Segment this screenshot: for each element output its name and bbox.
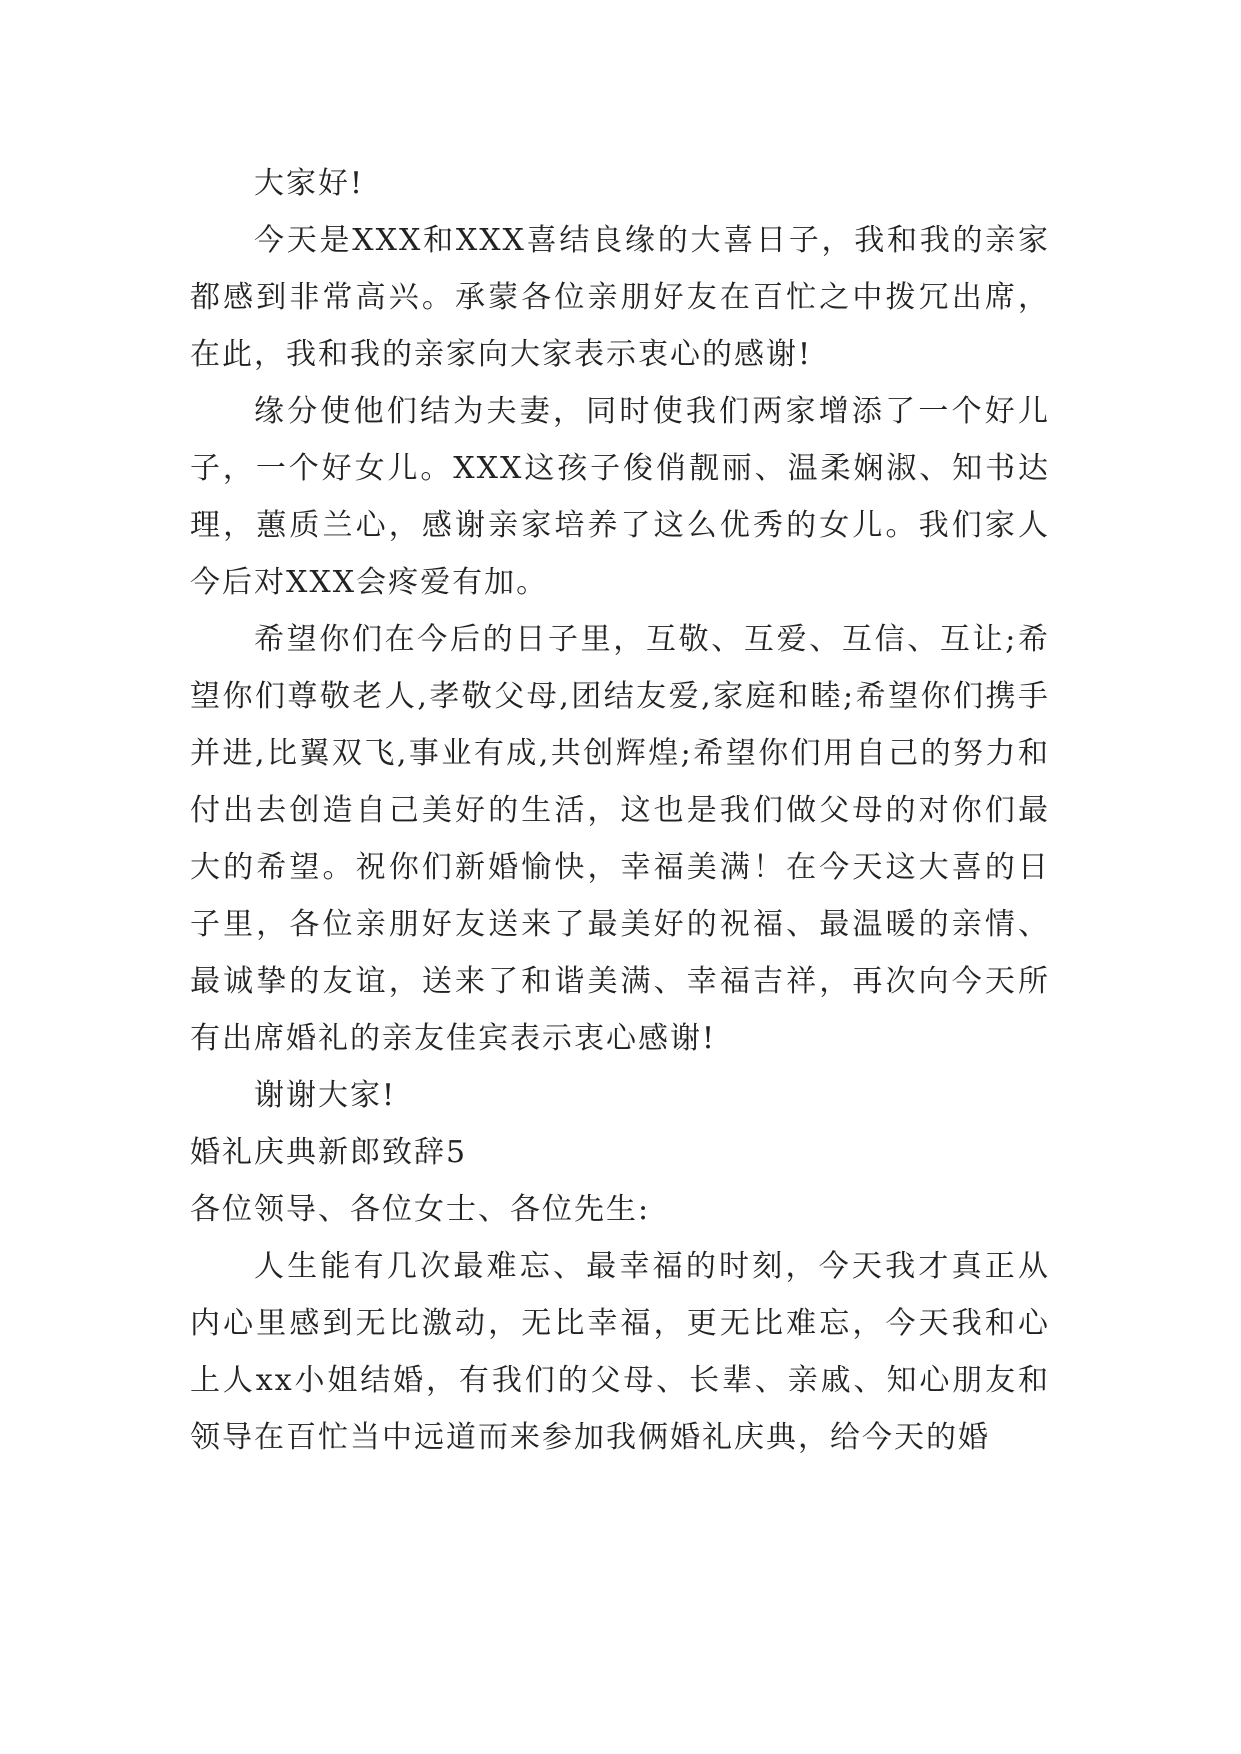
body-paragraph: 今天是XXX和XXX喜结良缘的大喜日子，我和我的亲家都感到非常高兴。承蒙各位亲朋好友在百忙之中拨冗出席，在此，我和我的亲家向大家表示衷心的感谢! xyxy=(190,223,1050,372)
salutation: 各位领导、各位女士、各位先生: xyxy=(190,1192,651,1227)
document-body xyxy=(190,155,1050,1466)
greeting-paragraph: 大家好! xyxy=(254,166,365,201)
closing-paragraph: 谢谢大家! xyxy=(254,1078,397,1113)
body-paragraph: 希望你们在今后的日子里，互敬、互爱、互信、互让;希望你们尊敬老人,孝敬父母,团结友爱,家庭和睦;希望你们携手并进,比翼双飞,事业有成,共创辉煌;希望你们用自己的努力和付出去创造自己美好的生活，这也是我们做父母的对你们最大的希望。祝你们新婚愉快，幸福美满！在今天这大喜的日子里，各位亲朋好友送来了最美好的祝福、最温暖的亲情、最诚挚的友谊，送来了和谐美满、幸福吉祥，再次向今天所有出席婚礼的亲友佳宾表示衷心感谢! xyxy=(190,622,1050,1056)
body-paragraph: 缘分使他们结为夫妻，同时使我们两家增添了一个好儿子，一个好女儿。XXX这孩子俊俏靓丽、温柔娴淑、知书达理，蕙质兰心，感谢亲家培养了这么优秀的女儿。我们家人今后对XXX会疼爱有加。 xyxy=(190,394,1050,600)
body-paragraph: 人生能有几次最难忘、最幸福的时刻，今天我才真正从内心里感到无比激动，无比幸福，更无比难忘，今天我和心上人xx小姐结婚，有我们的父母、长辈、亲戚、知心朋友和领导在百忙当中远道而来参加我俩婚礼庆典，给今天的婚 xyxy=(190,1249,1050,1455)
section-title: 婚礼庆典新郎致辞5 xyxy=(190,1135,468,1170)
